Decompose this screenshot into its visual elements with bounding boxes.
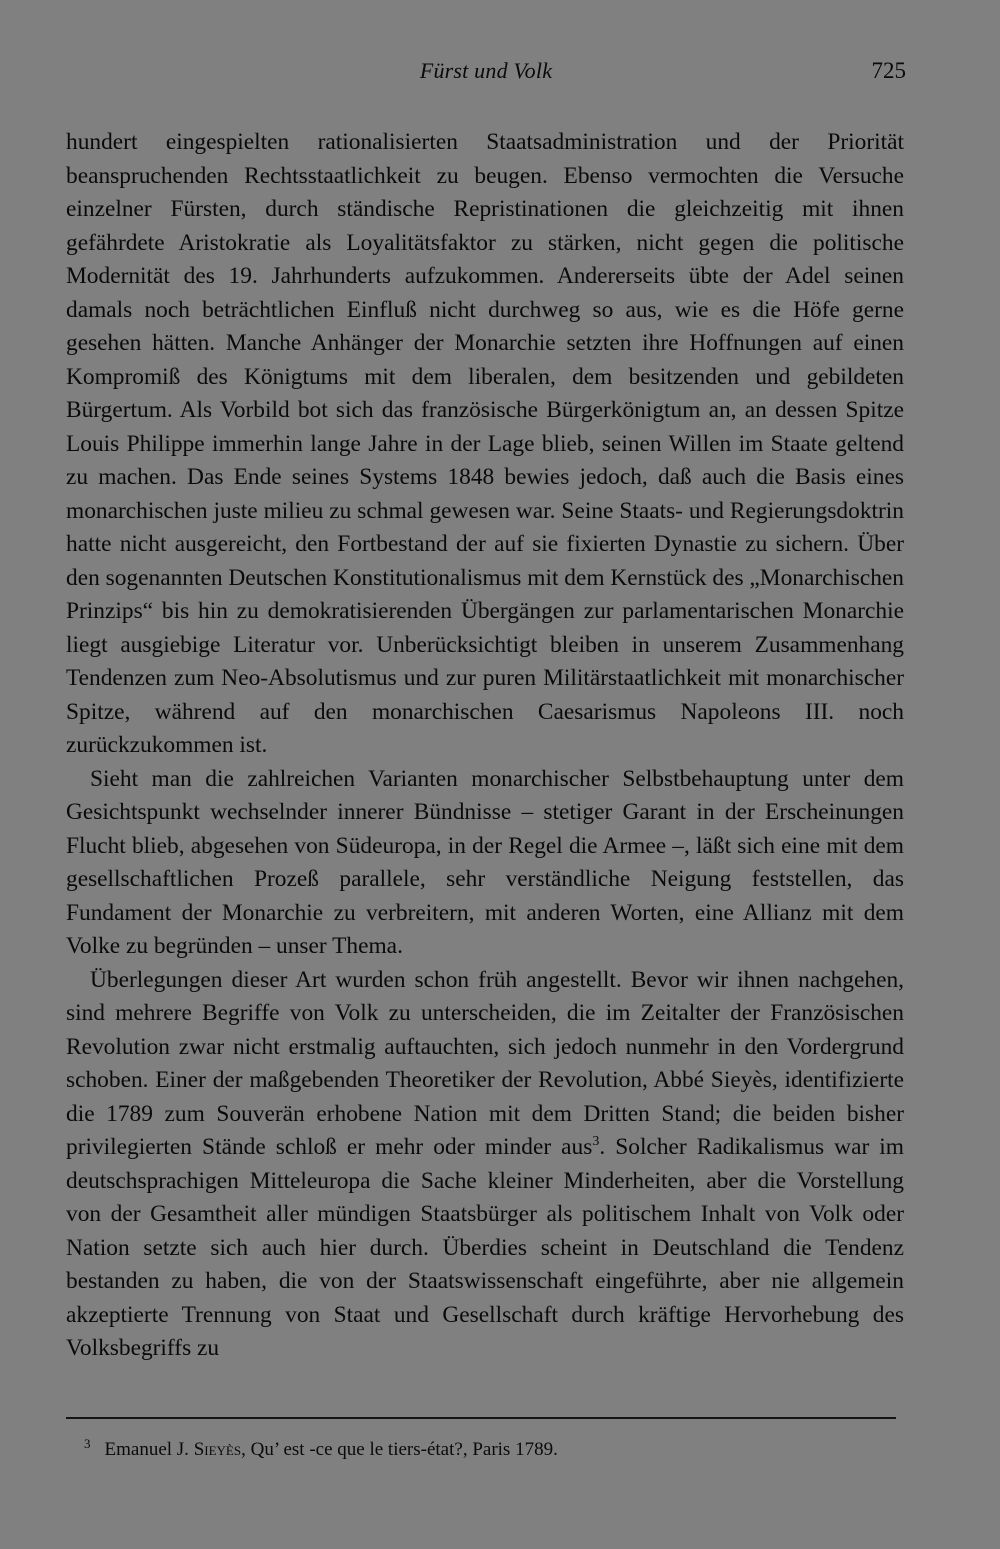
paragraph-2: Sieht man die zahlreichen Varianten monarchischer Selbstbehauptung unter dem Gesichtspunkt wechselnder innerer Bündnisse – stetiger Garant in der Erscheinungen Flucht blieb, abgesehen von Südeuropa, in der Regel die Armee –, läßt sich eine mit dem gesellschaftlichen Prozeß parallele, sehr verständliche Neigung feststellen, das Fundament der Monarchie zu verbreitern, mit anderen Worten, eine Allianz mit dem Volke zu begründen – unser Thema. xyxy=(66,765,904,959)
footnote-author-last: Sieyès xyxy=(193,1439,242,1460)
footnote-3 xyxy=(84,1436,884,1464)
page-number: 725 xyxy=(871,58,906,83)
paragraph-1: hundert eingespielten rationalisierten Staatsadministration und der Priorität beanspruchenden Rechtsstaatlichkeit zu beugen. Ebenso vermochten die Versuche einzelner Fürsten, durch ständische Repristinationen die gleichzeitig mit ihnen gefährdete Aristokratie als Loyalitätsfaktor zu stärken, nicht gegen die politische Modernität des 19. Jahrhunderts aufzukommen. Andererseits übte der Adel seinen damals noch beträchtlichen Einfluß nicht durchweg so aus, wie es die Höfe gerne gesehen hätten. Manche Anhänger der Monarchie setzten ihre Hoffnungen auf einen Kompromiß des Königtums mit dem liberalen, dem besitzenden und gebildeten Bürgertum. Als Vorbild bot sich das französische Bürgerkönigtum an, an dessen Spitze Louis Philippe immerhin lange Jahre in der Lage blieb, seinen Willen im Staate geltend zu machen. Das Ende seines Systems 1848 bewies jedoch, daß auch die Basis eines monarchischen juste milieu zu schmal gewesen war. Seine Staats- und Regierungsdoktrin hatte nicht ausgereicht, den Fortbestand der auf sie fixierten Dynastie zu sichern. Über den sogenannten Deutschen Konstitutionalismus mit dem Kernstück des „Monarchischen Prinzips“ bis hin zu demokratisierenden Übergängen zur parlamentarischen Monarchie liegt ausgiebige Literatur vor. Unberücksichtigt bleiben in unserem Zusammenhang Tendenzen zum Neo-Absolutismus und zur puren Militärstaatlichkeit mit monarchischer Spitze, während auf den monarchischen Caesarismus Napoleons III. noch zurückzukommen ist. xyxy=(66,129,904,758)
body-text xyxy=(66,126,904,1366)
running-header xyxy=(66,58,906,92)
footnote-author-first: Emanuel J. xyxy=(104,1439,189,1460)
paragraph-3-text-after-note: . Solcher Radikalismus war im deutschsprachigen Mitteleuropa die Sache kleiner Minderheiten, aber die Vorstellung von der Gesamtheit aller mündigen Staatsbürger als politischem Inhalt von Volk oder Nation setzte sich auch hier durch. Überdies scheint in Deutschland die Tendenz bestanden zu haben, die von der Staatswissenschaft eingeführte, aber nie allgemein akzeptierte Trennung von Staat und Gesellschaft durch kräftige Hervorhebung des Volksbegriffs zu xyxy=(66,1134,904,1361)
paragraph-3-text-before-note: Überlegungen dieser Art wurden schon früh angestellt. Bevor wir ihnen nachgehen, sind mehrere Begriffe von Volk zu unterscheiden, die im Zeitalter der Französischen Revolution zwar nicht erstmalig auftauchten, sich jedoch nunmehr in den Vordergrund schoben. Einer der maßgebenden Theoretiker der Revolution, Abbé Sieyès, identifizierte die 1789 zum Souverän erhobene Nation mit dem Dritten Stand; die beiden bisher privilegierten Stände schloß er mehr oder minder aus xyxy=(66,966,904,1160)
footnote-reference: 3 xyxy=(592,1134,600,1150)
footnote-divider xyxy=(66,1417,896,1419)
footnote-mark: 3 xyxy=(84,1435,91,1451)
footnote-citation: , Qu’ est -ce que le tiers-état?, Paris 1789. xyxy=(241,1439,558,1460)
paragraph-3 xyxy=(66,964,904,1366)
running-title: Fürst und Volk xyxy=(419,58,553,83)
